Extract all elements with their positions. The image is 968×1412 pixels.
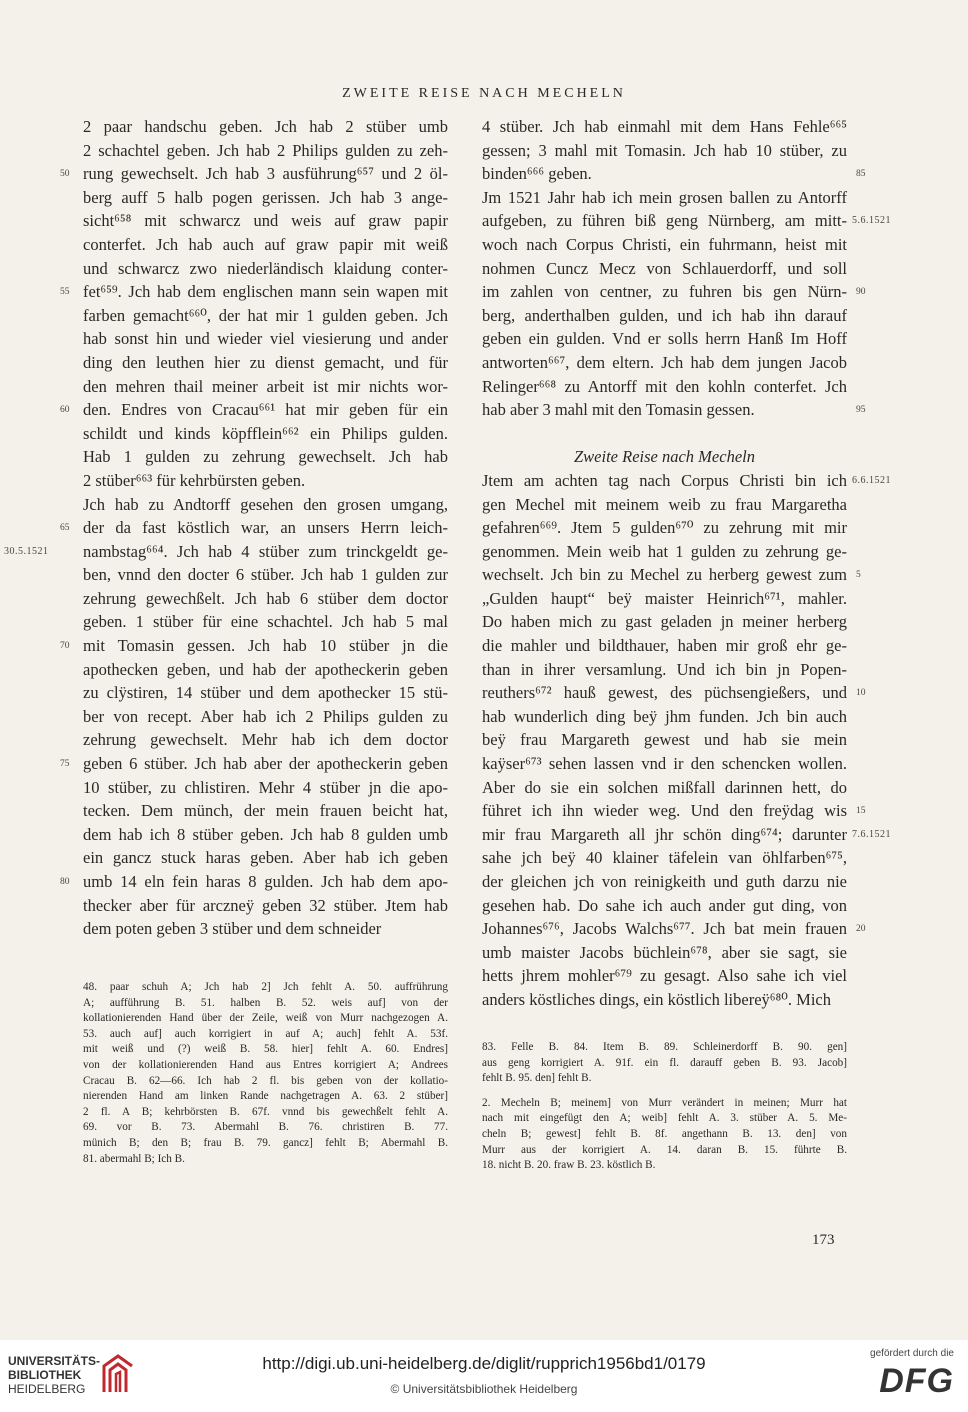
library-name-line: BIBLIOTHEK xyxy=(8,1368,82,1382)
text-line: ding den leuthen hier zu dienst gemacht, und für xyxy=(83,352,448,372)
text-line: than in ihrer versamlung. Und ich bin jn Popen- xyxy=(482,659,847,679)
text-line: gessen; 3 mahl mit Tomasin. Jch hab 10 stüber, zu xyxy=(482,140,847,160)
text-line: zehrung gewechßelt. Jch hab 6 stüber dem doctor xyxy=(83,588,448,608)
text-line: nambstag⁶⁶⁴. Jch hab 4 stüber zum trinckgeldt ge- xyxy=(83,541,448,561)
text-line xyxy=(482,422,847,446)
text-line: ben, vnnd den docter 6 stüber. Jch hab 1 gulden zur xyxy=(83,565,448,585)
line-number: 95 xyxy=(856,405,866,416)
text-line: umb maister Jacobs büchlein⁶⁷⁸, aber sie sagt, sie xyxy=(482,942,847,962)
margin-date: 7.6.1521 xyxy=(852,829,891,840)
running-head: ZWEITE REISE NACH MECHELN xyxy=(342,86,626,101)
text-line: 2 stüber⁶⁶³ für kehrbürsten geben. xyxy=(83,470,306,490)
text-line: dem hab ich 8 stüber geben. Jch hab 8 gulden umb xyxy=(83,824,448,844)
note-line: 48. paar schuh A; Jch hab 2] Jch fehlt A. 50. auffrührung xyxy=(83,981,448,993)
text-line: ber von recept. Aber hab ich 2 Philips gulden zu xyxy=(83,706,448,726)
text-line: geben ein gulden. Vnd er solls herrn Hanß Im Hoff xyxy=(482,329,847,349)
text-line: führet ich ihn wieder weg. Und den freÿdag wis xyxy=(482,801,847,821)
line-number: 65 xyxy=(60,523,70,534)
note-line: 2 fl. A B; kehrbörsten B. 67f. vnnd bis gewechßelt fehlt A. xyxy=(83,1105,448,1118)
left-apparatus-notes xyxy=(83,980,448,1167)
text-line: Johannes⁶⁷⁶, Jacobs Walchs⁶⁷⁷. Jch bat mein frauen xyxy=(482,919,847,939)
note-line: 2. Mecheln B; meinem] von Murr verändert in meinen; Murr hat xyxy=(482,1096,847,1109)
text-line: Do haben mich zu gast geladen jn meiner herberg xyxy=(482,612,847,632)
text-line: 10 stüber, zu chlistiren. Mehr 4 stüber jn die apo- xyxy=(83,777,448,797)
text-line: mir frau Margareth all jhr schön ding⁶⁷⁴; darunter xyxy=(482,824,847,844)
dfg-logo: DFG xyxy=(879,1362,954,1400)
note-line: nach mit eingefügt den A; weib] fehlt A. 3. stüber A. 5. Me- xyxy=(482,1112,847,1125)
text-line: anders köstliches dings, ein köstlich libereÿ⁶⁸⁰. Mich xyxy=(482,989,831,1009)
text-line: geben 6 stüber. Jch hab aber der apotheckerin geben xyxy=(83,754,448,774)
text-line: reuthers⁶⁷² hauß gewest, des püchsengießers, und xyxy=(482,683,847,703)
text-line: den mehren thail meiner arbeit ist mir nichts wor- xyxy=(83,376,448,396)
text-line: hetts jhrem mohler⁶⁷⁹ zu gesagt. Also sahe ich viel xyxy=(482,966,847,986)
note-line: mit weiß und (?) weiß B. 58. hier] fehlt A. 60. Endres] xyxy=(83,1043,448,1056)
line-number: 50 xyxy=(60,169,70,180)
margin-date: 30.5.1521 xyxy=(4,545,49,557)
line-number: 85 xyxy=(856,169,866,180)
text-line: zehrung gewechselt. Mehr hab ich dem doctor xyxy=(83,730,448,750)
text-line: Aber do sie ein solchen mißfall darinnen hett, do xyxy=(482,777,847,797)
text-line: und schwarcz zwo niederländisch klaidung conter- xyxy=(83,258,448,278)
text-line: aufgeben, zu führen biß geng Nürnberg, am mitt- xyxy=(482,211,847,231)
page-number: 173 xyxy=(812,1232,835,1248)
text-line: gesehen hab. Do sahe ich auch ander gut ding, von xyxy=(482,895,847,915)
note-line: nierenden Hand am linken Rande nachgetragen A. 63. 2 stüber] xyxy=(83,1090,448,1103)
text-line: geben. 1 stüber für eine schachtel. Jch hab 5 mal xyxy=(83,612,448,632)
margin-date: 5.6.1521 xyxy=(852,215,891,227)
text-line: gen Mechel mit meinem weib zu frau Margaretha xyxy=(482,494,847,514)
text-line: binden⁶⁶⁶ geben. xyxy=(482,164,592,184)
text-line: hab sonst hin und wieder viel viesierung und ander xyxy=(83,329,448,349)
text-line: umb 14 eln fein haras 8 gulden. Jch hab dem apo- xyxy=(83,872,448,891)
line-number: 10 xyxy=(856,688,866,699)
text-line: die mahler und bildthauer, haben mir groß ehr ge- xyxy=(482,636,847,656)
right-apparatus-notes xyxy=(482,1040,847,1183)
right-notes-group-b xyxy=(482,1096,847,1174)
funder-note: gefördert durch die xyxy=(870,1348,954,1359)
note-line: von der kollationierenden Hand aus Entres korrigiert A; Andrees xyxy=(83,1058,448,1071)
text-line: schildt und kinds köpfflein⁶⁶² ein Philips gulden. xyxy=(83,423,448,443)
text-line: tecken. Dem münch, der mein frauen beicht hat, xyxy=(83,801,448,821)
note-line: A; aufführung B. 51. halben B. 52. weis auf] von der xyxy=(83,996,448,1009)
text-line: nohmen Cuncz Mecz von Schlauerdorff, und soll xyxy=(482,258,847,278)
text-line: farben gemacht⁶⁶⁰, der hat mir 1 gulden geben. Jch xyxy=(83,305,448,325)
text-line: Jtem am achten tag nach Corpus Christi bin ich xyxy=(482,470,847,490)
text-line: kaÿser⁶⁷³ sehen lassen vnd ir den schencken wollen. xyxy=(482,754,847,774)
text-line: den. Endres von Cracau⁶⁶¹ hat mir geben für ein xyxy=(83,400,448,420)
line-number: 60 xyxy=(60,405,70,416)
text-line: dem poten geben 3 stüber und dem schneider xyxy=(83,919,382,939)
right-text-column xyxy=(482,115,847,1012)
note-line: Murr aus der korrigiert A. 14. daran B. 15. führte B. xyxy=(482,1143,847,1156)
note-line: aus geng korrigiert A. 91f. ein fl. darauff geben B. 93. Jacob] xyxy=(482,1056,847,1069)
text-line: sahe jch beÿ 40 klainer täfelein van öhlfarben⁶⁷⁵, xyxy=(482,848,847,868)
text-line: hab wunderlich ding beÿ jhm funden. Jch bin auch xyxy=(482,706,847,726)
text-line: rung gewechselt. Jch hab 3 ausführung⁶⁵⁷ und 2 öl- xyxy=(83,164,448,184)
text-line: Jch hab zu Andtorff gesehen den grosen umgang, xyxy=(83,494,448,514)
line-number: 5 xyxy=(856,570,861,581)
text-line: hab aber 3 mahl mit den Tomasin gessen. xyxy=(482,400,755,420)
text-line: mit Tomasin gessen. Jch hab 10 stüber jn die xyxy=(83,636,448,656)
text-line: der gleichen jch von reinigkeith und guth darzu nie xyxy=(482,872,847,891)
text-line: fet⁶⁵⁹. Jch hab dem englischen mann sein wapen mit xyxy=(83,282,448,302)
note-line: 83. Felle B. 84. Item B. 89. Schleinerdorff B. 90. gen] xyxy=(482,1041,847,1053)
note-line: Cracau B. 62—66. Ich hab 2 fl. bis geben von der kollatio- xyxy=(83,1074,448,1087)
text-line: 2 schachtel geben. Jch hab 2 Philips gulden zu zeh- xyxy=(83,140,448,160)
note-line: kollationierenden Hand über der Zeile, weiß von Murr nachgezogen A. xyxy=(83,1012,448,1025)
library-name-line: UNIVERSITÄTS- xyxy=(8,1354,101,1368)
text-line: Zweite Reise nach Mecheln xyxy=(574,447,755,467)
text-line: beÿ frau Margareth gewest und hab sie mein xyxy=(482,730,847,750)
text-line: ein gancz stuck haras geben. Aber hab ich geben xyxy=(83,848,448,868)
text-line: zu clÿstiren, 14 stüber und dem apothecker 15 stü- xyxy=(83,683,448,703)
text-line: conterfet. Jch hab auch auf graw papir mit weiß xyxy=(83,234,448,254)
text-line: Jm 1521 Jahr hab ich mein grosen ballen zu Antorff xyxy=(482,187,847,207)
note-line: münich B; den B; frau B. 79. gancz] fehlt B; Abermahl B. xyxy=(83,1136,448,1149)
line-number: 90 xyxy=(856,287,866,298)
text-line: Relinger⁶⁶⁸ zu Antorff mit den kohln conterfet. Jch xyxy=(482,376,847,396)
text-line: thecker aber für arczneÿ geben 32 stüber. Jtem hab xyxy=(83,895,448,915)
library-name-line: HEIDELBERG xyxy=(8,1382,86,1396)
text-line: gefahren⁶⁶⁹. Jtem 5 gulden⁶⁷⁰ zu zehrung mit mir xyxy=(482,518,847,538)
copyright-notice: © Universitätsbibliothek Heidelberg xyxy=(390,1382,578,1396)
line-number: 20 xyxy=(856,924,866,935)
line-number: 70 xyxy=(60,641,70,652)
text-line: antworten⁶⁶⁷, dem eltern. Jch hab dem jungen Jacob xyxy=(482,352,847,372)
note-line: 53. auch auf] auch korrigiert in auf A; auch] fehlt A. 53f. xyxy=(83,1027,448,1040)
note-line: cheln B; gewest] fehlt B. 8f. angethann B. 13. den] von xyxy=(482,1127,847,1140)
viewer-footer xyxy=(0,1340,968,1412)
text-line: woch nach Corpus Christi, ein fuhrmann, heist mit xyxy=(482,234,847,254)
text-line: sicht⁶⁵⁸ mit schwarcz und weis auf graw papir xyxy=(83,211,448,231)
text-line: Hab 1 gulden zu zehrung gewechselt. Jch hab xyxy=(83,447,448,467)
left-text-column xyxy=(83,115,448,941)
text-line: wechselt. Jch bin zu Mechel zu herberg gewest zum xyxy=(482,565,847,585)
text-line: berg auff 5 halb pogen gerissen. Jch hab 3 ange- xyxy=(83,187,448,207)
page-url-link[interactable]: http://digi.ub.uni-heidelberg.de/diglit/rupprich1956bd1/0179 xyxy=(262,1354,706,1373)
line-number: 15 xyxy=(856,806,866,817)
margin-date: 6.6.1521 xyxy=(852,475,891,486)
right-notes-group-a xyxy=(482,1040,847,1087)
note-line: 81. abermahl B; Ich B. xyxy=(83,1152,185,1165)
note-line: fehlt B. 95. den] fehlt B. xyxy=(482,1072,592,1085)
note-line: 18. nicht B. 20. fraw B. 23. köstlich B. xyxy=(482,1159,656,1172)
text-line: der da fast köstlich war, an unsers Herrn leich- xyxy=(83,518,448,538)
text-line: im zahlen von centner, zu fuhren bis gen Nürn- xyxy=(482,282,847,302)
text-line: apothecken geben, und hab der apotheckerin geben xyxy=(83,659,448,679)
text-line: 2 paar handschu geben. Jch hab 2 stüber umb xyxy=(83,117,448,136)
line-number: 55 xyxy=(60,287,70,298)
text-line: 4 stüber. Jch hab einmahl mit dem Hans Fehle⁶⁶⁵ xyxy=(482,117,847,136)
note-line: 69. vor B. 73. Abermahl B. 76. christiren B. 77. xyxy=(83,1121,448,1134)
line-number: 75 xyxy=(60,759,70,770)
line-number: 80 xyxy=(60,877,70,888)
text-line: genommen. Mein weib hat 1 gulden zu zehrung ge- xyxy=(482,541,847,561)
text-line: berg, anderthalben gulden, und ich hab ihn darauf xyxy=(482,305,847,325)
text-line: „Gulden haupt“ beÿ maister Heinrich⁶⁷¹, mahler. xyxy=(482,588,847,608)
